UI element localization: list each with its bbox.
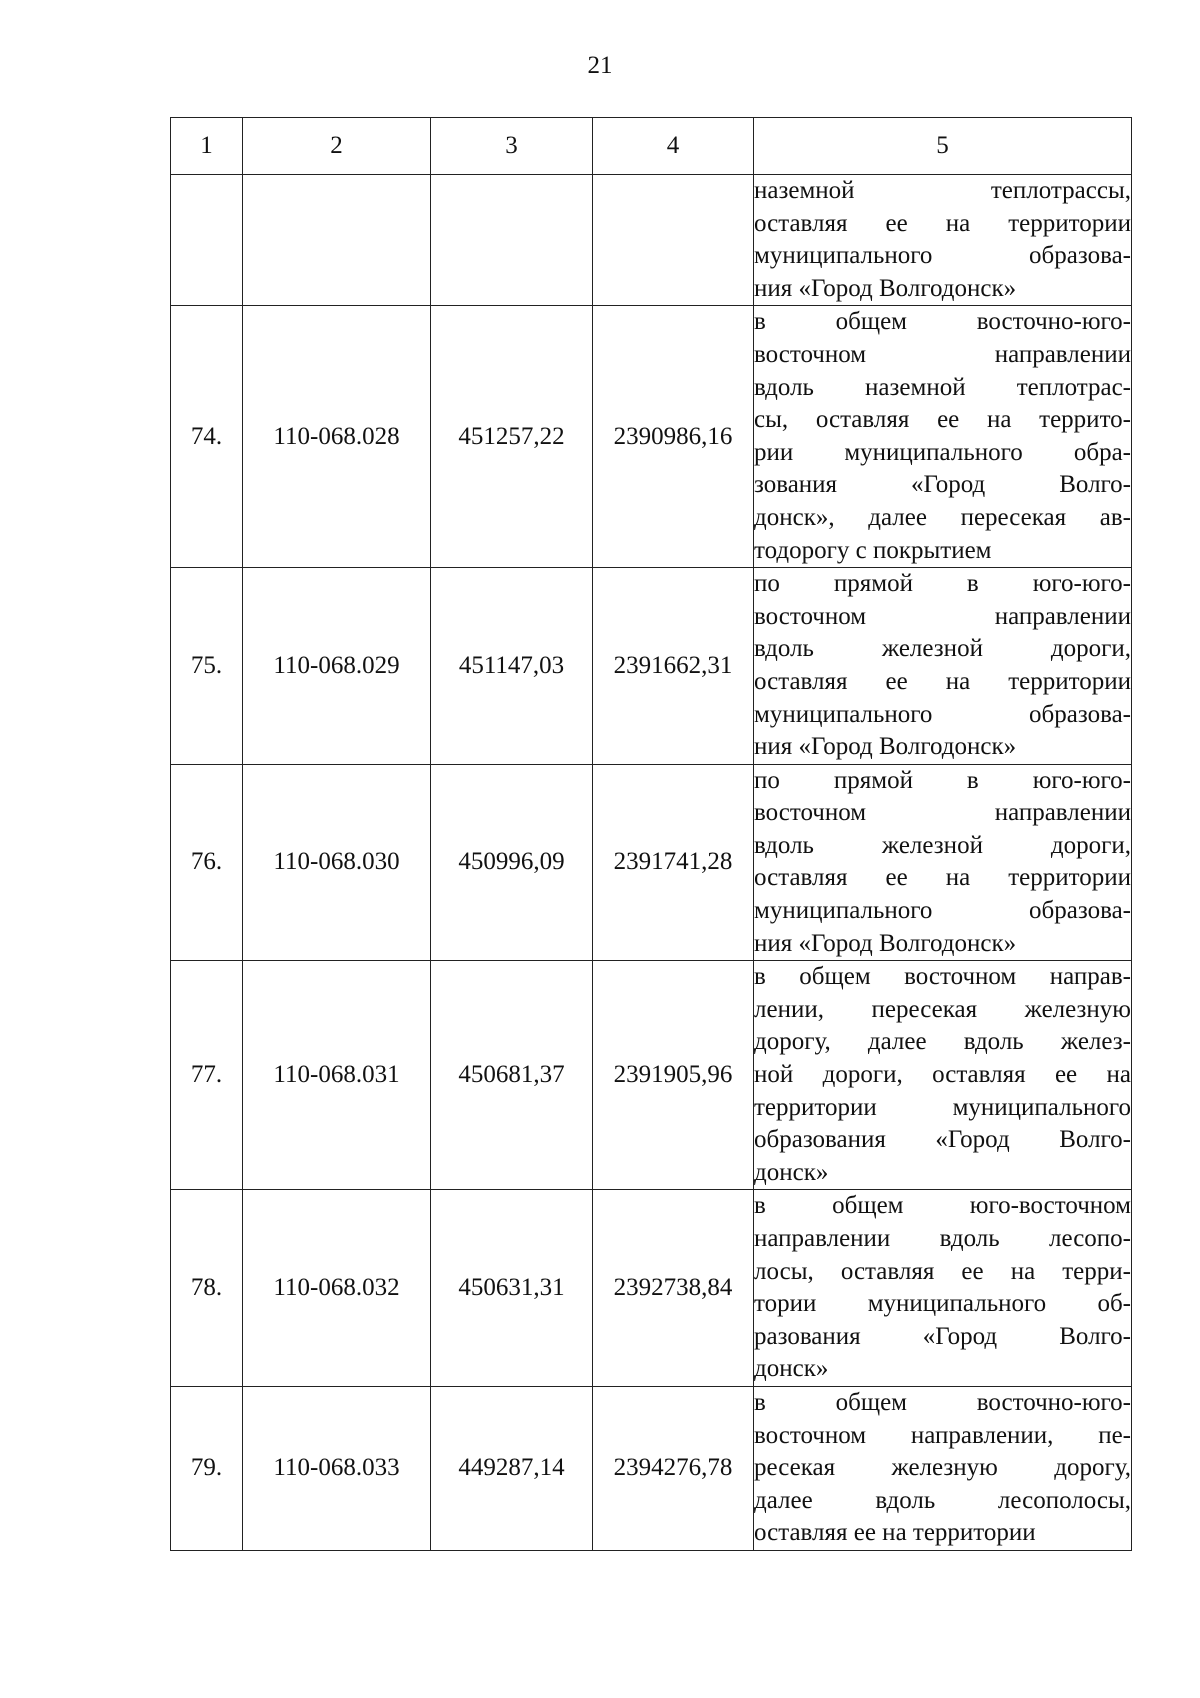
description-line: тодорогу с покрытием xyxy=(754,536,992,564)
description-line: по прямой в юго-юго- xyxy=(754,766,1131,794)
x-coordinate-cell: 450681,37 xyxy=(431,961,593,1190)
boundary-points-table xyxy=(170,117,1132,1551)
description-line: разования «Город Волго- xyxy=(754,1322,1131,1350)
description-line: в общем восточно-юго- xyxy=(754,308,1131,336)
boundary-description-cell xyxy=(754,764,1132,961)
point-number-cell: 78. xyxy=(171,1190,243,1387)
table-row xyxy=(171,1386,1132,1550)
boundary-description-cell xyxy=(754,175,1132,306)
description-line: в общем восточном направ- xyxy=(754,963,1131,991)
description-line: сы, оставляя ее на террито- xyxy=(754,406,1131,434)
description-line: направлении вдоль лесопо- xyxy=(754,1225,1131,1252)
description-line: образования «Город Волго- xyxy=(754,1126,1131,1154)
description-line: вдоль железной дороги, xyxy=(754,831,1131,859)
point-code-cell: 110-068.029 xyxy=(243,568,431,765)
boundary-description-cell xyxy=(754,306,1132,568)
description-line: оставляя ее на территории xyxy=(754,667,1131,695)
x-coordinate-cell: 451147,03 xyxy=(431,568,593,765)
description-line: в общем юго-восточном xyxy=(754,1192,1131,1220)
description-line: дорогу, далее вдоль желез- xyxy=(754,1028,1131,1056)
boundary-description-cell xyxy=(754,1190,1132,1387)
description-line: далее вдоль лесополосы, xyxy=(754,1486,1131,1514)
description-line: донск» xyxy=(754,1158,829,1186)
boundary-description-cell xyxy=(754,961,1132,1190)
description-line: муниципального образова- xyxy=(754,700,1131,728)
point-number-cell: 79. xyxy=(171,1386,243,1550)
description-line: ной дороги, оставляя ее на xyxy=(754,1061,1131,1089)
point-number-cell: 74. xyxy=(171,306,243,568)
description-line: в общем восточно-юго- xyxy=(754,1388,1131,1416)
point-number-cell: 77. xyxy=(171,961,243,1190)
point-number-cell: 75. xyxy=(171,568,243,765)
description-line: зования «Город Волго- xyxy=(754,471,1131,499)
description-line: донск» xyxy=(754,1355,829,1383)
y-coordinate-cell: 2392738,84 xyxy=(593,1190,754,1387)
boundary-description-cell xyxy=(754,568,1132,765)
y-coordinate-cell: 2391662,31 xyxy=(593,568,754,765)
point-code-cell: 110-068.030 xyxy=(243,764,431,961)
point-number-cell xyxy=(171,175,243,306)
description-line: рии муниципального обра- xyxy=(754,438,1131,466)
boundary-description-cell xyxy=(754,1386,1132,1550)
description-line: территории муниципального xyxy=(754,1093,1131,1121)
description-line: тории муниципального об- xyxy=(754,1290,1131,1318)
description-line: восточном направлении xyxy=(754,799,1131,827)
description-line: ния «Город Волгодонск» xyxy=(754,733,1017,761)
description-line: вдоль железной дороги, xyxy=(754,635,1131,663)
y-coordinate-cell: 2390986,16 xyxy=(593,306,754,568)
y-coordinate-cell: 2391905,96 xyxy=(593,961,754,1190)
point-number-cell: 76. xyxy=(171,764,243,961)
page-number: 21 xyxy=(587,52,613,79)
x-coordinate-cell xyxy=(431,175,593,306)
y-coordinate-cell: 2391741,28 xyxy=(593,764,754,961)
point-code-cell: 110-068.032 xyxy=(243,1190,431,1387)
table-row xyxy=(171,568,1132,765)
description-line: ния «Город Волгодонск» xyxy=(754,929,1017,957)
description-line: донск», далее пересекая ав- xyxy=(754,503,1131,531)
x-coordinate-cell: 449287,14 xyxy=(431,1386,593,1550)
description-line: наземной теплотрассы, xyxy=(754,177,1131,204)
description-line: по прямой в юго-юго- xyxy=(754,570,1131,598)
point-code-cell: 110-068.031 xyxy=(243,961,431,1190)
description-line: муниципального образова- xyxy=(754,897,1131,925)
y-coordinate-cell xyxy=(593,175,754,306)
description-line: вдоль наземной теплотрас- xyxy=(754,373,1131,401)
header-col-1: 1 xyxy=(171,118,243,175)
description-line: восточном направлении xyxy=(754,602,1131,630)
description-line: восточном направлении xyxy=(754,340,1131,368)
x-coordinate-cell: 450631,31 xyxy=(431,1190,593,1387)
description-line: ния «Город Волгодонск» xyxy=(754,274,1017,302)
x-coordinate-cell: 450996,09 xyxy=(431,764,593,961)
description-line: оставляя ее на территории xyxy=(754,864,1131,892)
point-code-cell: 110-068.028 xyxy=(243,306,431,568)
header-col-2: 2 xyxy=(243,118,431,175)
point-code-cell xyxy=(243,175,431,306)
table-row xyxy=(171,1190,1132,1387)
header-col-4: 4 xyxy=(593,118,754,175)
table-header-row xyxy=(171,118,1132,175)
header-col-5: 5 xyxy=(754,118,1132,175)
description-line: ресекая железную дорогу, xyxy=(754,1454,1131,1482)
point-code-cell: 110-068.033 xyxy=(243,1386,431,1550)
description-line: лосы, оставляя ее на терри- xyxy=(754,1257,1131,1285)
table-row xyxy=(171,961,1132,1190)
table-row xyxy=(171,175,1132,306)
description-line: восточном направлении, пе- xyxy=(754,1421,1131,1449)
description-line: муниципального образова- xyxy=(754,242,1131,270)
header-col-3: 3 xyxy=(431,118,593,175)
description-line: лении, пересекая железную xyxy=(754,995,1131,1023)
table-row xyxy=(171,306,1132,568)
description-line: оставляя ее на территории xyxy=(754,1519,1036,1547)
y-coordinate-cell: 2394276,78 xyxy=(593,1386,754,1550)
description-line: оставляя ее на территории xyxy=(754,209,1131,237)
x-coordinate-cell: 451257,22 xyxy=(431,306,593,568)
table-row xyxy=(171,764,1132,961)
